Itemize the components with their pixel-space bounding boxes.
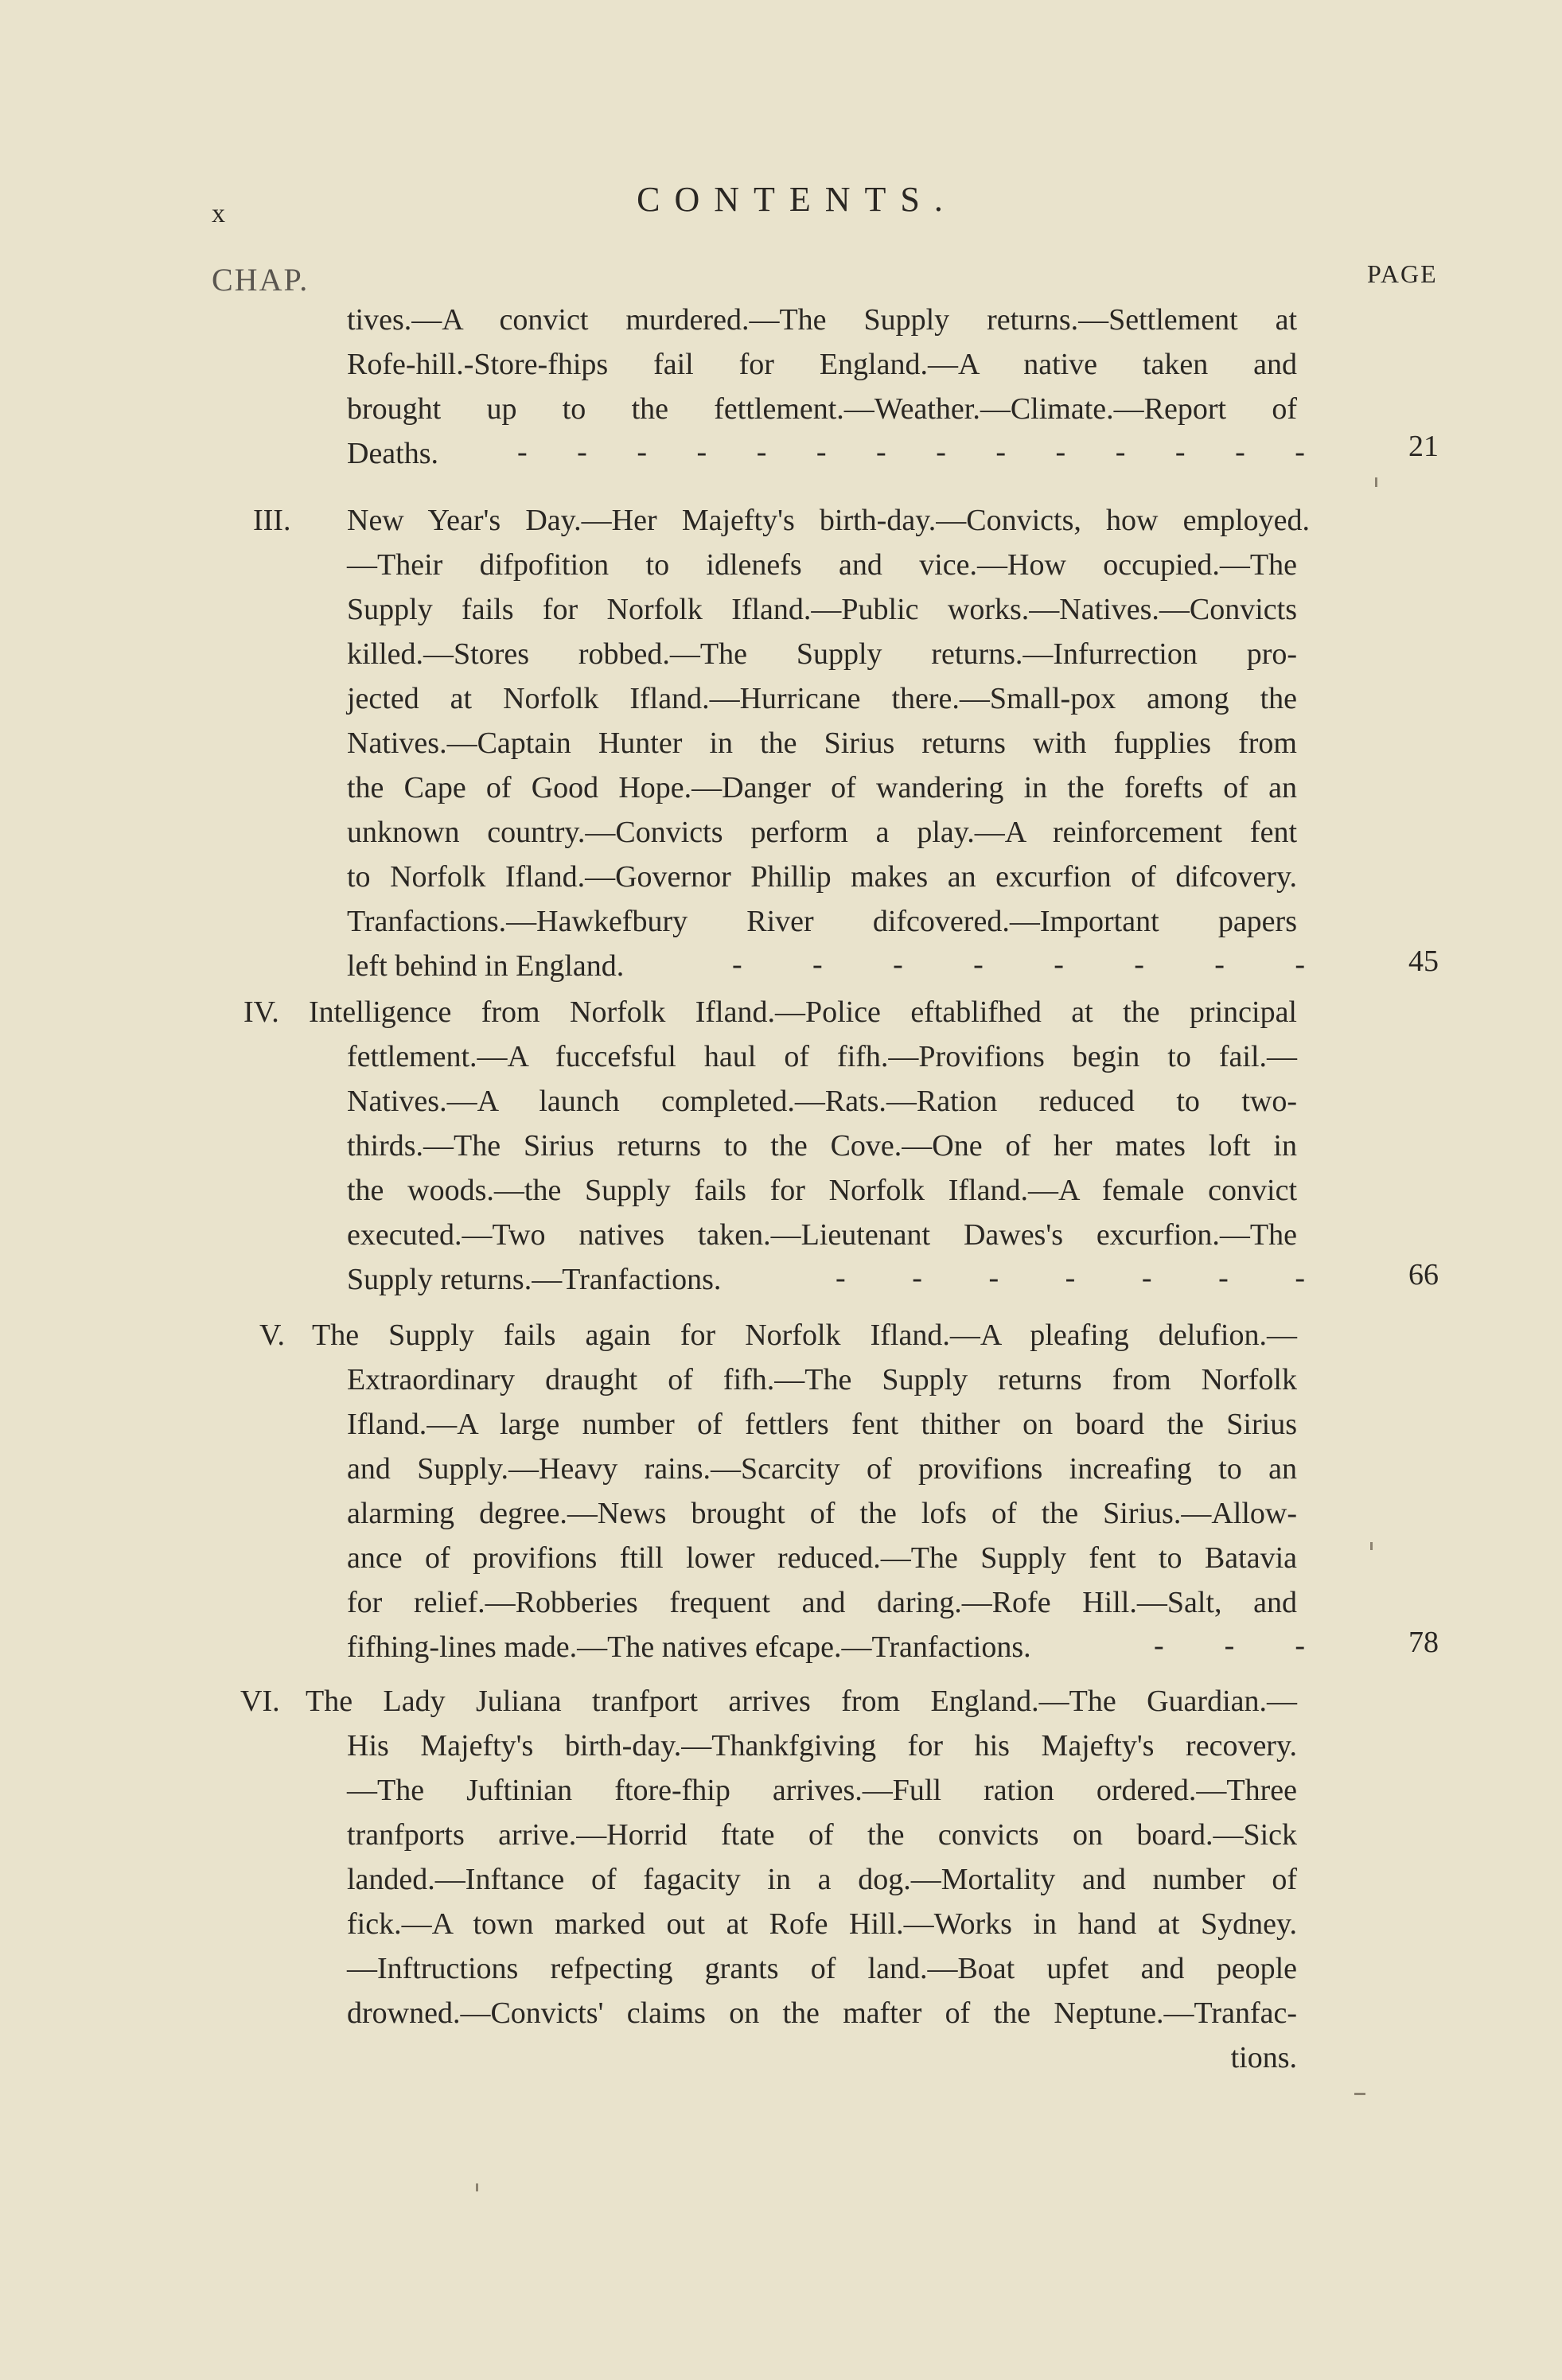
entry-line: —Their difpofition to idlenefs and vice.—How occupied.—The [347, 548, 1297, 582]
entry-line: brought up to the fettlement.—Weather.—Climate.—Report of [347, 392, 1297, 426]
entry-line: drowned.—Convicts' claims on the mafter of the Neptune.—Tranfac- [347, 1996, 1297, 2030]
entry-line: the woods.—the Supply fails for Norfolk Ifland.—A female convict [347, 1174, 1297, 1207]
page-column-label: PAGE [1367, 259, 1438, 288]
entry-line: ance of provifions ftill lower reduced.—The Supply fent to Batavia [347, 1541, 1297, 1575]
paper-fleck [476, 2183, 478, 2191]
chapter-numeral: IV. [243, 995, 279, 1029]
entry-line: Natives.—A launch completed.—Rats.—Ration reduced to two- [347, 1085, 1297, 1118]
entry-line: and Supply.—Heavy rains.—Scarcity of provifions increafing to an [347, 1452, 1297, 1486]
dot-leader: - - - - - - - - - - - - - - [517, 435, 1305, 469]
paper-fleck [1370, 1542, 1373, 1550]
chapter-numeral: V. [259, 1319, 286, 1352]
entry-line: tives.—A convict murdered.—The Supply returns.—Settlement at [347, 303, 1297, 337]
entry-line: Deaths. [347, 437, 439, 470]
entry-line: —The Juftinian ftore-fhip arrives.—Full ration ordered.—Three [347, 1774, 1297, 1807]
entry-line: to Norfolk Ifland.—Governor Phillip makes an excurfion of difcovery. [347, 860, 1297, 894]
entry-line: New Year's Day.—Her Majefty's birth-day.—Convicts, how employed. [347, 504, 1310, 537]
entry-line: Intelligence from Norfolk Ifland.—Police eftablifhed at the principal [309, 995, 1297, 1029]
entry-line: The Lady Juliana tranfport arrives from England.—The Guardian.— [306, 1685, 1297, 1718]
chapter-numeral: VI. [240, 1685, 280, 1718]
dot-leader: - - - [1154, 1629, 1305, 1662]
entry-line: the Cape of Good Hope.—Danger of wandering in the forefts of an [347, 771, 1297, 804]
entry-line: alarming degree.—News brought of the lofs of the Sirius.—Allow- [347, 1497, 1297, 1530]
entry-line: fifhing-lines made.—The natives efcape.—Tranfactions. [347, 1630, 1031, 1664]
entry-line: fick.—A town marked out at Rofe Hill.—Works in hand at Sydney. [347, 1907, 1297, 1941]
dot-leader: - - - - - - - - [732, 948, 1305, 981]
chap-column-label: CHAP. [212, 262, 310, 298]
entry-line: His Majefty's birth-day.—Thankfgiving for his Majefty's recovery. [347, 1729, 1297, 1763]
entry-line: —Inftructions refpecting grants of land.—Boat upfet and people [347, 1952, 1297, 1985]
entry-line: Supply fails for Norfolk Ifland.—Public works.—Natives.—Convicts [347, 593, 1297, 626]
entry-line: killed.—Stores robbed.—The Supply returns.—Infurrection pro- [347, 637, 1297, 671]
paper-fleck [1375, 477, 1377, 487]
entry-line: unknown country.—Convicts perform a play.—A reinforcement fent [347, 816, 1297, 849]
entry-line: The Supply fails again for Norfolk Ifland.—A pleafing delufion.— [312, 1319, 1297, 1352]
dot-leader: - - - - - - - [836, 1261, 1305, 1295]
entry-line: Supply returns.—Tranfactions. [347, 1263, 722, 1296]
entry-line: tranfports arrive.—Horrid ftate of the convicts on board.—Sick [347, 1818, 1297, 1852]
entry-line: Ifland.—A large number of fettlers fent thither on board the Sirius [347, 1408, 1297, 1441]
entry-line: thirds.—The Sirius returns to the Cove.—One of her mates loft in [347, 1129, 1297, 1163]
page-reference: 66 [1408, 1258, 1439, 1291]
entry-line: left behind in England. [347, 949, 625, 983]
chapter-numeral: III. [253, 504, 291, 537]
page-number: x [212, 199, 225, 228]
page-reference: 78 [1408, 1626, 1439, 1659]
entry-line: Rofe-hill.-Store-fhips fail for England.—A native taken and [347, 348, 1297, 381]
entry-line: landed.—Inftance of fagacity in a dog.—Mortality and number of [347, 1863, 1297, 1896]
entry-line: Natives.—Captain Hunter in the Sirius returns with fupplies from [347, 726, 1297, 760]
page-reference: 45 [1408, 945, 1439, 978]
paper-fleck [1354, 2093, 1365, 2095]
entry-line: fettlement.—A fuccefsful haul of fifh.—Provifions begin to fail.— [347, 1040, 1297, 1073]
entry-line: tions. [1230, 2041, 1297, 2074]
entry-line: executed.—Two natives taken.—Lieutenant Dawes's excurfion.—The [347, 1218, 1297, 1252]
entry-line: Extraordinary draught of fifh.—The Supply returns from Norfolk [347, 1363, 1297, 1396]
entry-line: Tranfactions.—Hawkefbury River difcovered.—Important papers [347, 905, 1297, 938]
page-title: CONTENTS. [637, 180, 957, 219]
page-reference: 21 [1408, 430, 1439, 463]
entry-line: jected at Norfolk Ifland.—Hurricane there.—Small-pox among the [347, 682, 1297, 715]
entry-line: for relief.—Robberies frequent and daring.—Rofe Hill.—Salt, and [347, 1586, 1297, 1619]
